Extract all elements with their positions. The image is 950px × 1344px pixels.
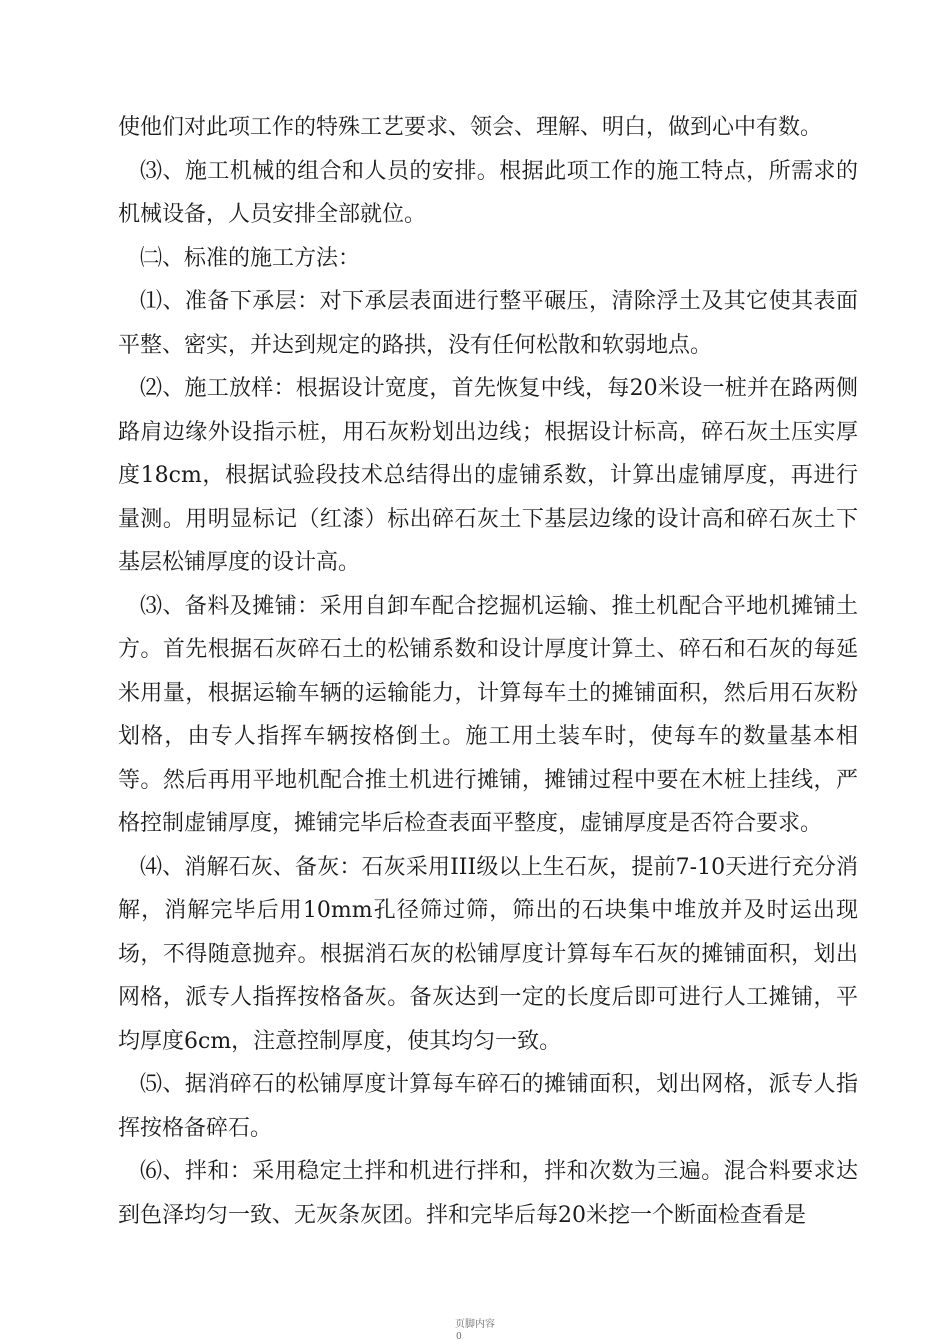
paragraph-setting-out: ⑵、施工放样：根据设计宽度，首先恢复中线，每20米设一桩并在路两侧路肩边缘外设指示桩，用石灰粉划出边线；根据设计标高，碎石灰土压实厚度18cm，根据试验段技术总结得出的虚铺系数，计算出虚铺厚度，再进行量测。用明显标记（红漆）标出碎石灰土下基层边缘的设计高和碎石灰土下基层松铺厚度的设计高。: [118, 376, 858, 575]
paragraph-gravel-supply: ⑸、据消碎石的松铺厚度计算每车碎石的摊铺面积，划出网格，派专人指挥按格备碎石。: [118, 1072, 858, 1141]
section-heading-construction-method: ㈡、标准的施工方法：: [140, 245, 361, 271]
body-text: [118, 106, 858, 1237]
paragraph-material-spreading: ⑶、备料及摊铺：采用自卸车配合挖掘机运输、推土机配合平地机摊铺土方。首先根据石灰碎石土的松铺系数和设计厚度计算土、碎石和石灰的每延米用量，根据运输车辆的运输能力，计算每车土的摊铺面积，然后用石灰粉划格，由专人指挥车辆按格倒土。施工用土装车时，使每车的数量基本相等。然后再用平地机配合推土机进行摊铺，摊铺过程中要在木桩上挂线，严格控制虚铺厚度，摊铺完毕后检查表面平整度，虚铺厚度是否符合要求。: [118, 593, 858, 836]
paragraph-continuation: 使他们对此项工作的特殊工艺要求、领会、理解、明白，做到心中有数。: [118, 115, 823, 140]
paragraph-mixing: ⑹、拌和：采用稳定土拌和机进行拌和，拌和次数为三遍。混合料要求达到色泽均匀一致、无灰条灰团。拌和完毕后每20米挖一个断面检查看是: [118, 1159, 858, 1228]
page-footer: 页脚内容: [455, 1319, 495, 1330]
paragraph-prepare-subgrade: ⑴、准备下承层：对下承层表面进行整平碾压，清除浮土及其它使其表面平整、密实，并达到规定的路拱，没有任何松散和软弱地点。: [118, 289, 858, 358]
paragraph-slaking-lime: ⑷、消解石灰、备灰：石灰采用III级以上生石灰，提前7-10天进行充分消解，消解完毕后用10mm孔径筛过筛，筛出的石块集中堆放并及时运出现场，不得随意抛弃。根据消石灰的松铺厚度计算每车石灰的摊铺面积，划出网格，派专人指挥按格备灰。备灰达到一定的长度后即可进行人工摊铺，平均厚度6cm，注意控制厚度，使其均匀一致。: [118, 854, 858, 1054]
footer-mark: 0: [456, 1332, 462, 1342]
paragraph-machinery: ⑶、施工机械的组合和人员的安排。根据此项工作的施工特点，所需求的机械设备，人员安排全部就位。: [118, 158, 858, 227]
